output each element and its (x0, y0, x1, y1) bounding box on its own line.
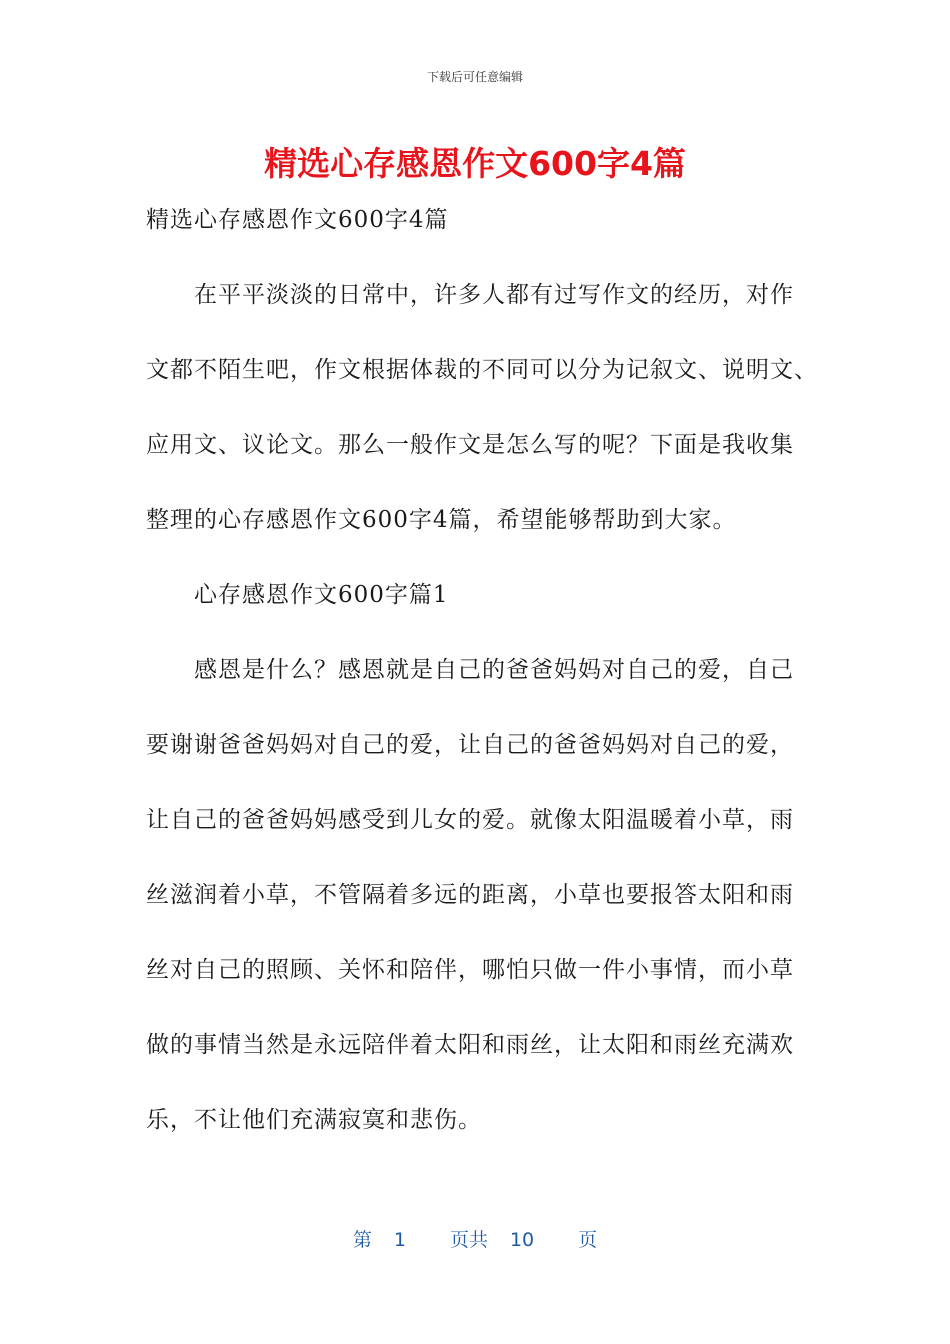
body-line: 要谢谢爸爸妈妈对自己的爱，让自己的爸爸妈妈对自己的爱， (146, 732, 794, 758)
footer-middle: 页共 (449, 1229, 488, 1251)
body-line: 在平平淡淡的日常中，许多人都有过写作文的经历，对作 (194, 282, 794, 308)
body-line: 感恩是什么？感恩就是自己的爸爸妈妈对自己的爱，自己 (194, 657, 794, 683)
body-line: 丝滋润着小草，不管隔着多远的距离，小草也要报答太阳和雨 (146, 882, 794, 908)
body-line: 整理的心存感恩作文600字4篇，希望能够帮助到大家。 (146, 507, 737, 533)
body-line: 精选心存感恩作文600字4篇 (146, 207, 449, 233)
section-heading: 心存感恩作文600字篇1 (194, 582, 449, 608)
footer-suffix: 页 (578, 1229, 598, 1251)
page-footer (0, 1225, 950, 1252)
body-line: 丝对自己的照顾、关怀和陪伴，哪怕只做一件小事情，而小草 (146, 957, 794, 983)
body-line: 应用文、议论文。那么一般作文是怎么写的呢？下面是我收集 (146, 432, 794, 458)
body-line: 让自己的爸爸妈妈感受到儿女的爱。就像太阳温暖着小草，雨 (146, 807, 794, 833)
document-body (146, 196, 818, 1171)
body-line: 做的事情当然是永远陪伴着太阳和雨丝，让太阳和雨丝充满欢 (146, 1032, 794, 1058)
body-line: 乐，不让他们充满寂寞和悲伤。 (146, 1107, 482, 1133)
header-note: 下载后可任意编辑 (426, 70, 523, 84)
footer-page-number: 1 (393, 1229, 406, 1251)
footer-total-pages: 10 (509, 1229, 535, 1251)
document-title: 精选心存感恩作文600字4篇 (264, 144, 686, 183)
body-line: 文都不陌生吧，作文根据体裁的不同可以分为记叙文、说明文、 (146, 357, 818, 383)
footer-prefix: 第 (352, 1229, 372, 1251)
